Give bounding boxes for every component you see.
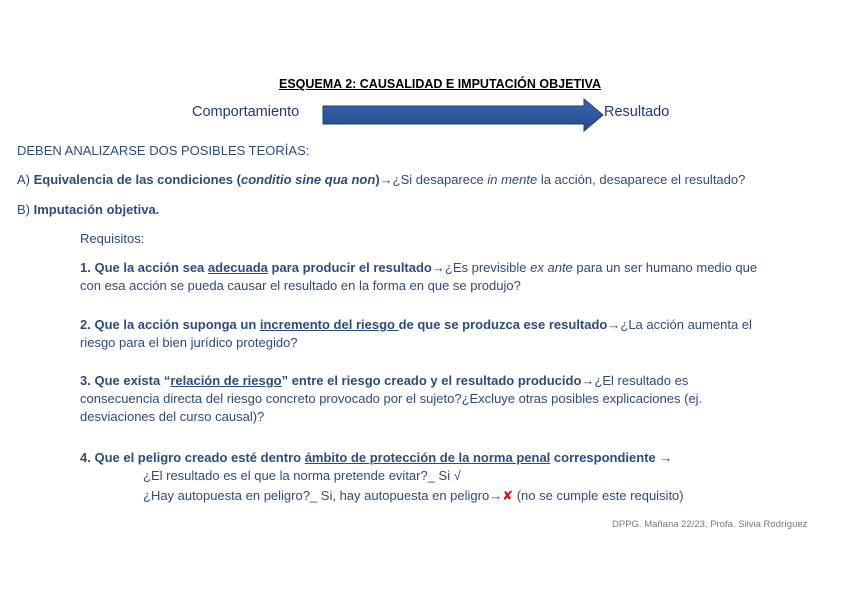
requisitos-label: Requisitos: [80, 231, 145, 246]
req3-underlined: relación de riesgo [170, 373, 282, 388]
arrow-icon: → [379, 172, 393, 187]
req2-bold-end: de que se produzca ese resultado [398, 317, 608, 332]
req1-question-italic: ex ante [530, 260, 573, 275]
check-icon: √ [453, 468, 461, 483]
req1-underlined: adecuada [207, 260, 268, 275]
diagram-left-label: Comportamiento [192, 104, 300, 120]
req4-underlined: ámbito de protección de la norma penal [304, 450, 551, 465]
footer-credit: DPPG. Mañana 22/23. Profa. Silvia Rodríguez [612, 519, 808, 530]
theory-a [17, 172, 745, 187]
req2-question-line2: riesgo para el bien jurídico protegido? [80, 335, 298, 350]
theory-a-name: Equivalencia de las condiciones ( [33, 172, 241, 187]
req4-question-2 [143, 487, 684, 505]
req1-question: ¿Es previsible [444, 260, 531, 275]
requirement-1 [80, 259, 757, 295]
req3-question-line3: desviaciones del curso causal)? [80, 409, 265, 424]
arrow-icon: → [489, 488, 503, 503]
intro-text: DEBEN ANALIZARSE DOS POSIBLES TEORÍAS: [17, 143, 310, 158]
theory-a-question-end: la acción, desaparece el resultado? [537, 172, 746, 187]
document-title: ESQUEMA 2: CAUSALIDAD E IMPUTACIÓN OBJETIVA [278, 77, 601, 91]
req2-bold: 2. Que la acción suponga un [80, 317, 260, 332]
requirement-4 [80, 449, 672, 467]
req4-question-2-end: (no se cumple este requisito) [513, 488, 684, 503]
requirement-2 [80, 316, 752, 352]
theory-a-latin: conditio sine qua non [240, 172, 376, 187]
req4-bold-end: correspondiente [550, 450, 660, 465]
theory-a-close: ) [375, 172, 380, 187]
arrow-icon: → [607, 317, 621, 332]
req2-question: ¿La acción aumenta el [620, 317, 752, 332]
arrow-icon: → [581, 373, 595, 388]
req4-question-2-text: ¿Hay autopuesta en peligro?_ Si, hay autopuesta en peligro [143, 488, 490, 503]
theory-a-prefix: A) [17, 172, 34, 187]
cross-icon: ✘ [502, 488, 514, 503]
diagram-right-label: Resultado [604, 104, 670, 120]
req1-bold: 1. Que la acción sea [80, 260, 208, 275]
req1-question-line2: con esa acción se pueda causar el resultado en la forma en que se produjo? [80, 278, 521, 293]
theory-a-question-italic: in mente [487, 172, 538, 187]
req2-underlined: incremento del riesgo [259, 317, 399, 332]
theory-b-name: Imputación objetiva. [33, 202, 160, 217]
req3-bold: 3. Que exista “ [80, 373, 171, 388]
req4-question-1-text: ¿El resultado es el que la norma pretende evitar?_ Si [143, 468, 451, 483]
requirement-3 [80, 372, 702, 426]
theory-b-prefix: B) [17, 202, 34, 217]
req3-question: ¿El resultado es [594, 373, 689, 388]
req1-bold-end: para producir el resultado [267, 260, 432, 275]
diagram-arrow [322, 98, 604, 132]
theory-b [17, 202, 159, 217]
theory-a-question: ¿Si desaparece [392, 172, 488, 187]
req3-question-line2: consecuencia directa del riesgo concreto provocado por el sujeto?¿Excluye otras posibles explicaciones (ej. [80, 391, 703, 406]
req1-question-cont: para un ser humano medio que [572, 260, 758, 275]
req4-bold: 4. Que el peligro creado esté dentro [80, 450, 305, 465]
req3-bold-end: ” entre el riesgo creado y el resultado producido [281, 373, 582, 388]
arrow-icon: → [431, 260, 445, 275]
req4-question-1 [143, 467, 461, 485]
arrow-icon: → [659, 450, 673, 465]
